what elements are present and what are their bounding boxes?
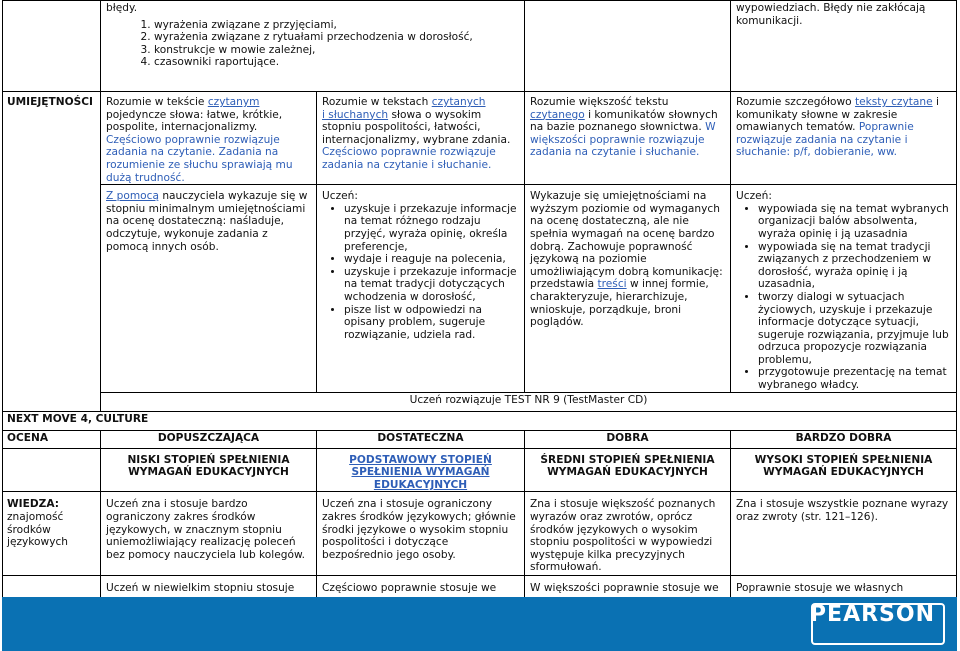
intro-text: Uczeń:: [736, 190, 772, 203]
usage-text: W większości poprawnie stosuje we: [530, 582, 719, 595]
top-col4-cell: [731, 1, 957, 92]
speaking-row: [3, 185, 957, 393]
list-item: 1. wyrażenia związane z przyjęciami,: [154, 19, 519, 32]
top-errors-text: błędy.: [106, 2, 138, 14]
grade-cell: [101, 430, 317, 448]
speaking-cell-1: [101, 185, 317, 393]
skills-row: [3, 92, 957, 185]
grade-name: DOBRA: [606, 431, 649, 444]
level-cell: [731, 448, 957, 492]
empty-label-cell: [3, 1, 101, 92]
grades-row: [3, 430, 957, 448]
skills-cell-1: [101, 92, 317, 185]
grade-cell: [317, 430, 525, 448]
empty-label-cell: [3, 448, 101, 492]
level-text: WYSOKI STOPIEŃ SPEŁNIENIA WYMAGAŃ EDUKACYJNYCH: [754, 453, 933, 479]
level-text: PODSTAWOWY STOPIEŃ SPEŁNIENIA WYMAGAŃ EDUKACYJNYCH: [349, 453, 492, 491]
top-continuation-row: [3, 1, 957, 92]
pearson-logo: PEARSON: [809, 602, 935, 627]
grade-name: DOPUSZCZAJĄCA: [157, 431, 260, 444]
footer-bar: [2, 597, 957, 651]
text: nauczyciela wykazuje się w stopniu minimalnym umiejętnościami na ocenę dostateczną: naśladuje, odczytuje, wykonuje zadania z pomocą innych osób.: [106, 190, 308, 253]
level-text: NISKI STOPIEŃ SPEŁNIENIA WYMAGAŃ EDUKACYJNYCH: [127, 453, 290, 479]
text: Poprawnie rozwiązuje zadania na czytanie i słuchanie: p/f, dobieranie, ww.: [736, 121, 914, 159]
text: Wykazuje się umiejętnościami na wyższym poziomie od wymaganych na ocenę dostateczną, ale nie spełnia wymagań na ocenę bardzo dobrą. Zachowuje poprawność językową na poziomie umożliwiającym dobrą komunikację: przedstawia: [530, 190, 723, 291]
list-item: • uzyskuje i przekazuje informacje na temat różnego rodzaju przyjęć, wyraża opinię, określa preferencje,: [344, 203, 519, 253]
knowledge-cell-4: [731, 492, 957, 576]
speaking-cell-2: [317, 185, 525, 393]
list-item: 2. wyrażenia związane z rytuałami przechodzenia w dorosłość,: [154, 31, 519, 44]
text: Rozumie w tekstach: [322, 96, 432, 108]
top-col3-cell: [525, 1, 731, 92]
level-cell: [101, 448, 317, 492]
text: w innej formie, charakteryzuje, hierarchizuje, wnioskuje, porządkuje, broni poglądów.: [530, 278, 709, 329]
link-text: czytanych: [431, 96, 486, 108]
link-text: teksty czytane: [854, 96, 933, 108]
level-cell: [317, 448, 525, 492]
list-item: • przygotowuje prezentację na temat wybranego władcy.: [758, 366, 951, 391]
topic-list: [106, 19, 519, 69]
knowledge-row: [3, 492, 957, 576]
skills-label-cell: [3, 92, 101, 412]
levels-row: [3, 448, 957, 492]
usage-text: Częściowo poprawnie stosuje we: [322, 582, 497, 595]
grade-cell: [731, 430, 957, 448]
text: słowa o wysokim stopniu pospolitości, łatwości, internacjonalizmy, wybrane zdania.: [322, 108, 511, 146]
text: Częściowo poprawnie rozwiązuje zadania na czytanie i słuchanie.: [322, 146, 496, 171]
usage-text: Poprawnie stosuje we własnych: [736, 582, 904, 595]
grade-label-cell: [3, 430, 101, 448]
top-col4-text: wypowiedziach. Błędy nie zakłócają komunikacji.: [736, 2, 926, 27]
knowledge-text: Zna i stosuje wszystkie poznane wyrazy oraz zwroty (str. 121–126).: [736, 498, 949, 524]
list-item: 3. konstrukcje w mowie zależnej,: [154, 44, 519, 57]
text: Rozumie szczegółowo: [736, 96, 855, 108]
skill-bullets: [322, 203, 519, 342]
list-item: • pisze list w odpowiedzi na opisany problem, sugeruje rozwiązanie, udziela rad.: [344, 304, 519, 342]
skills-cell-4: [731, 92, 957, 185]
link-text: czytanego: [530, 108, 585, 121]
text: pojedyncze słowa: łatwe, krótkie, pospolite, internacjonalizmy.: [106, 108, 283, 134]
grade-cell: [525, 430, 731, 448]
list-item: • uzyskuje i przekazuje informacje na temat tradycji dotyczących wchodzenia w dorosłość,: [344, 266, 519, 304]
link-text: treści: [597, 278, 627, 291]
text: Częściowo poprawnie rozwiązuje zadania na czytanie. Zadania na rozumienie ze słuchu sprawiają mu dużą trudność.: [106, 133, 293, 184]
text: i komunikaty słowne w zakresie omawianych tematów.: [736, 96, 939, 134]
link-text: i słuchanych: [322, 108, 389, 121]
list-item: 4. czasowniki raportujące.: [154, 56, 519, 69]
usage-text: Uczeń w niewielkim stopniu stosuje: [106, 582, 295, 595]
link-text: czytanym: [207, 96, 260, 108]
grade-name: BARDZO DOBRA: [795, 431, 892, 444]
test-text: Uczeń rozwiązuje TEST NR 9 (TestMaster CD): [409, 393, 648, 406]
knowledge-text: Zna i stosuje większość poznanych wyrazów oraz zwrotów, oprócz środków językowych o wysokim stopniu pospolitości w wypowiedzi występuje kilka precyzyjnych sformułowań.: [530, 498, 716, 574]
list-item: • tworzy dialogi w sytuacjach życiowych, uzyskuje i przekazuje informacje dotyczące sytuacji, sugeruje rozwiązania, przyjmuje lub odrzuca propozycje rozwiązania problemu,: [758, 291, 951, 367]
grade-label: OCENA: [7, 431, 49, 444]
link-text: Z pomocą: [106, 190, 159, 203]
knowledge-sublabel: znajomość środków językowych: [7, 511, 69, 549]
test-cell: [101, 392, 957, 411]
skills-label: UMIEJĘTNOŚCI: [7, 96, 93, 108]
grade-name: DOSTATECZNA: [377, 431, 464, 444]
level-text: ŚREDNI STOPIEŃ SPEŁNIENIA WYMAGAŃ EDUKACYJNYCH: [540, 453, 715, 479]
list-item: • wypowiada się na temat wybranych organizacji balów absolwenta, wyraża opinię i ją uzasadnia: [758, 203, 951, 241]
knowledge-text: Uczeń zna i stosuje ograniczony zakres środków językowych; głównie środki językowe o wysokim stopniu pospolitości i dotyczące bezpośrednio jego osoby.: [322, 498, 516, 561]
knowledge-cell-2: [317, 492, 525, 576]
top-left-cell: [101, 1, 525, 92]
text: Rozumie w tekście: [106, 96, 208, 108]
list-item: • wydaje i reaguje na polecenia,: [344, 253, 519, 266]
unit-title-cell: [3, 411, 957, 430]
list-item: • wypowiada się na temat tradycji związanych z przechodzeniem w dorosłość, wyraża opinię i ją uzasadnia,: [758, 241, 951, 291]
speaking-cell-4: [731, 185, 957, 393]
skills-cell-3: [525, 92, 731, 185]
intro-text: Uczeń:: [322, 190, 358, 203]
text: i komunikatów słownych na bazie poznanego słownictwa.: [530, 108, 718, 134]
knowledge-text: Uczeń zna i stosuje bardzo ograniczony zakres środków językowych, w znacznym stopniu uniemożliwiający realizację poleceń bez pomocy nauczyciela lub kolegów.: [106, 498, 306, 561]
speaking-cell-3: [525, 185, 731, 393]
text: Rozumie większość tekstu: [530, 96, 669, 108]
knowledge-label-cell: [3, 492, 101, 576]
test-row: [3, 392, 957, 411]
level-cell: [525, 448, 731, 492]
requirements-table: [2, 0, 957, 606]
knowledge-label: WIEDZA:: [7, 498, 59, 511]
text: W większości poprawnie rozwiązuje zadania na czytanie i słuchanie.: [530, 121, 716, 159]
skills-cell-2: [317, 92, 525, 185]
unit-title-row: [3, 411, 957, 430]
knowledge-cell-1: [101, 492, 317, 576]
unit-title: NEXT MOVE 4, CULTURE: [7, 412, 149, 425]
knowledge-cell-3: [525, 492, 731, 576]
skill-bullets: [736, 203, 951, 392]
